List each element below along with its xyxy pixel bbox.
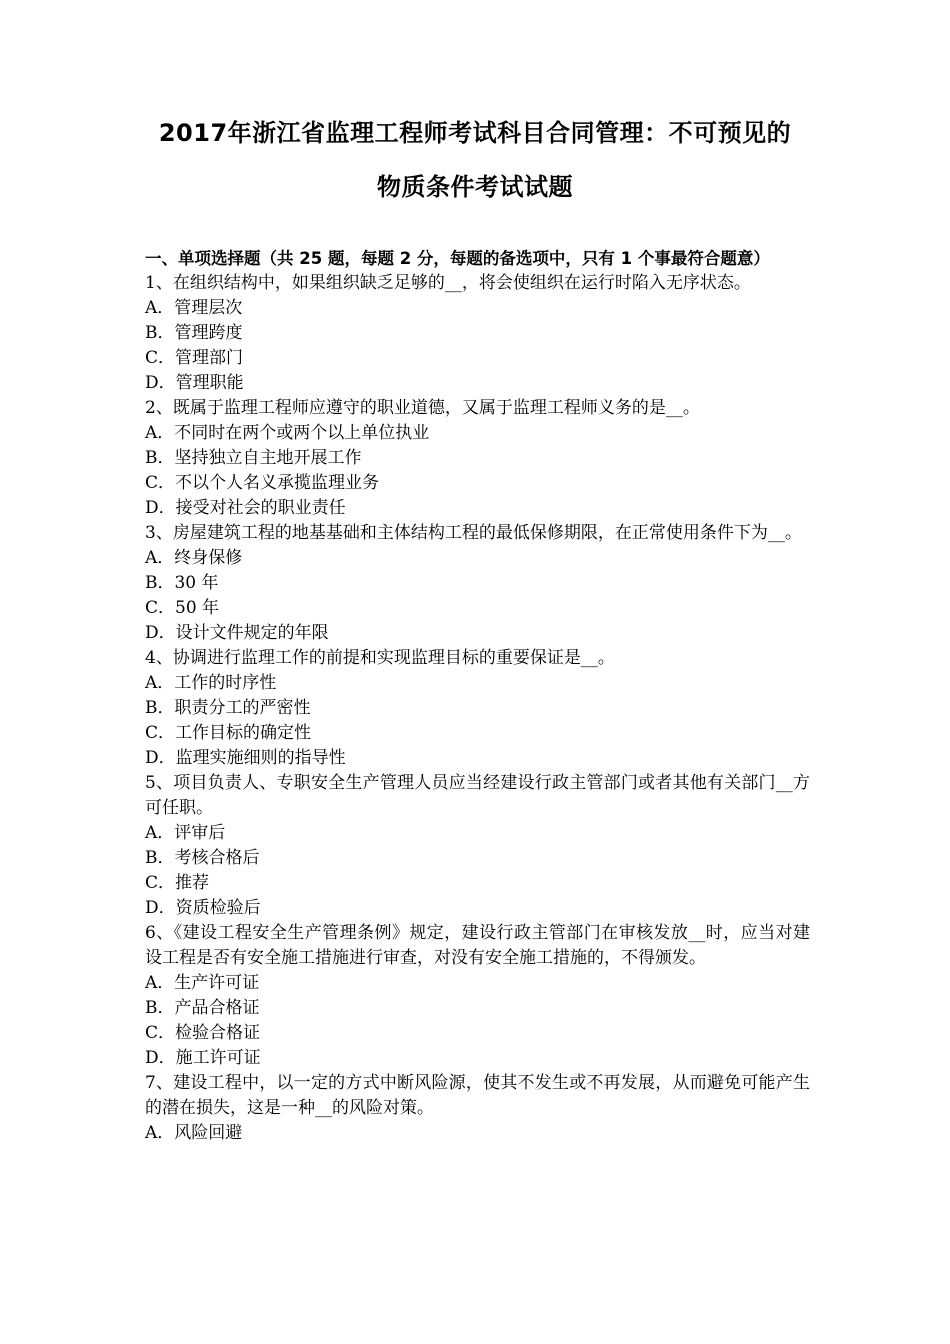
question-text: 2、既属于监理工程师应遵守的职业道德，又属于监理工程师义务的是__。 — [145, 398, 700, 418]
option-c: C．检验合格证 — [145, 1023, 261, 1043]
document-title-line2: 物质条件考试试题 — [377, 173, 573, 201]
option-d: D．设计文件规定的年限 — [145, 623, 329, 643]
option-c: C．工作目标的确定性 — [145, 723, 312, 743]
option-b: B．30 年 — [145, 573, 219, 593]
section-heading: 一、单项选择题（共 25 题，每题 2 分，每题的备选项中，只有 1 个事最符合题意） — [145, 249, 770, 268]
question-text: 1、在组织结构中，如果组织缺乏足够的__，将会使组织在运行时陷入无序状态。 — [145, 273, 751, 293]
question-text: 7、建设工程中，以一定的方式中断风险源，使其不发生或不再发展，从而避免可能产生的潜在损失，这是一种__的风险对策。 — [145, 1073, 810, 1118]
option-d: D．施工许可证 — [145, 1048, 261, 1068]
option-d: D．监理实施细则的指导性 — [145, 748, 346, 768]
question-text: 5、项目负责人、专职安全生产管理人员应当经建设行政主管部门或者其他有关部门__方可任职。 — [145, 773, 810, 818]
question-3 — [145, 521, 810, 646]
question-text: 3、房屋建筑工程的地基基础和主体结构工程的最低保修期限，在正常使用条件下为__。 — [145, 523, 802, 543]
option-b: B．职责分工的严密性 — [145, 698, 311, 718]
option-b: B．考核合格后 — [145, 848, 260, 868]
option-a: A．管理层次 — [145, 298, 243, 318]
question-4 — [145, 646, 810, 771]
document-body — [145, 246, 810, 1146]
option-c: C．50 年 — [145, 598, 220, 618]
option-d: D．接受对社会的职业责任 — [145, 498, 346, 518]
option-a: A．风险回避 — [145, 1123, 243, 1143]
option-a: A．评审后 — [145, 823, 226, 843]
question-6 — [145, 921, 810, 1071]
option-a: A．不同时在两个或两个以上单位执业 — [145, 423, 430, 443]
option-b: B．坚持独立自主地开展工作 — [145, 448, 362, 468]
question-7 — [145, 1071, 810, 1146]
question-text: 4、协调进行监理工作的前提和实现监理目标的重要保证是__。 — [145, 648, 615, 668]
question-5 — [145, 771, 810, 921]
document-title-line1: 2017年浙江省监理工程师考试科目合同管理：不可预见的 — [158, 119, 792, 147]
option-a: A．终身保修 — [145, 548, 243, 568]
option-c: C．管理部门 — [145, 348, 244, 368]
question-2 — [145, 396, 810, 521]
option-d: D．管理职能 — [145, 373, 244, 393]
option-b: B．产品合格证 — [145, 998, 260, 1018]
option-d: D．资质检验后 — [145, 898, 261, 918]
option-c: C．不以个人名义承揽监理业务 — [145, 473, 380, 493]
option-a: A．工作的时序性 — [145, 673, 277, 693]
question-1 — [145, 271, 810, 396]
option-b: B．管理跨度 — [145, 323, 243, 343]
option-c: C．推荐 — [145, 873, 210, 893]
option-a: A．生产许可证 — [145, 973, 260, 993]
question-text: 6、《建设工程安全生产管理条例》规定，建设行政主管部门在审核发放__时，应当对建设工程是否有安全施工措施进行审查，对没有安全施工措施的，不得颁发。 — [145, 923, 810, 968]
